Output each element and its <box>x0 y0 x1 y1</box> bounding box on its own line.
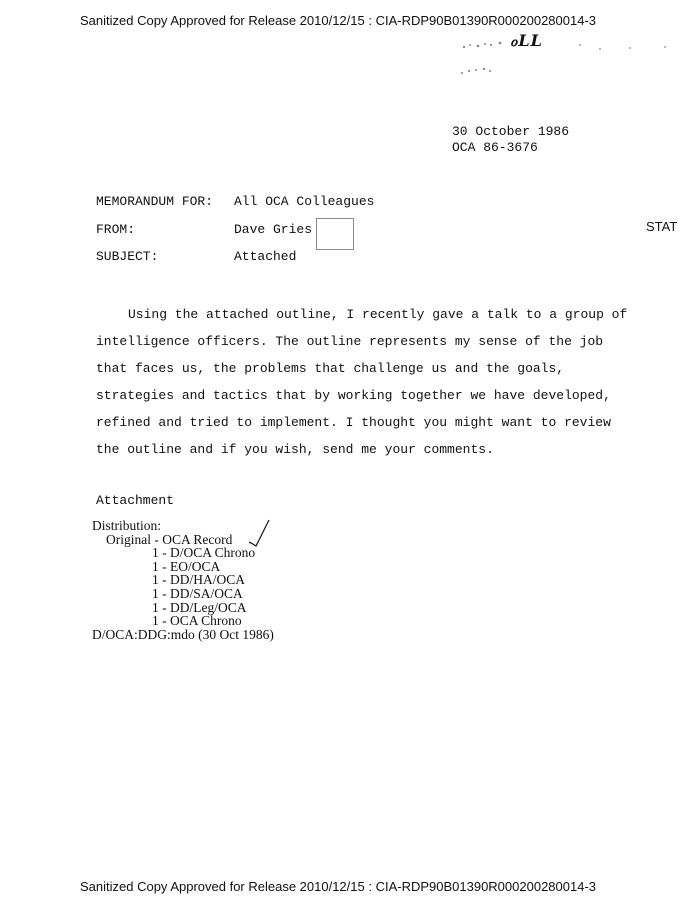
handwritten-initials: ℴLL <box>510 31 543 50</box>
distribution-copy: 1 - DD/HA/OCA <box>152 572 245 588</box>
from-label: FROM: <box>96 222 136 237</box>
memo-body-paragraph: Using the attached outline, I recently gave a talk to a group of intelligence officers. The outline represents my sense of the job that faces us, the problems that challenge us and the goals, strategies and tactics that by working together we have developed, refined and tried to implement. I thought you might want to review the outline and if you wish, send me your comments. <box>96 307 628 457</box>
distribution-copy: 1 - OCA Chrono <box>152 613 242 629</box>
stat-marker: STAT <box>646 219 678 234</box>
release-banner-top: Sanitized Copy Approved for Release 2010/12/15 : CIA-RDP90B01390R000200280014-3 <box>79 13 597 28</box>
memorandum-for-label: MEMORANDUM FOR: <box>96 194 214 209</box>
subject-label: SUBJECT: <box>96 249 159 264</box>
distribution-copy: 1 - D/OCA Chrono <box>152 545 256 561</box>
distribution-copy: 1 - DD/Leg/OCA <box>152 599 247 615</box>
from-value: Dave Gries <box>234 222 313 237</box>
handwritten-check-mark <box>247 518 271 548</box>
distribution-copy: 1 - EO/OCA <box>152 558 221 574</box>
distribution-title: Distribution: <box>92 518 162 533</box>
distribution-copy: 1 - DD/SA/OCA <box>152 585 243 601</box>
memo-body <box>96 301 636 463</box>
redaction-box <box>316 218 354 250</box>
memo-reference: OCA 86-3676 <box>452 140 538 155</box>
memo-date: 30 October 1986 <box>452 124 570 139</box>
memorandum-for-value: All OCA Colleagues <box>234 194 375 209</box>
release-banner-bottom: Sanitized Copy Approved for Release 2010/12/15 : CIA-RDP90B01390R000200280014-3 <box>79 879 597 894</box>
attachment-label: Attachment <box>96 493 175 508</box>
distribution-originator: D/OCA:DDG:mdo (30 Oct 1986) <box>92 626 274 642</box>
faint-stamp-marks <box>460 33 700 83</box>
subject-value: Attached <box>234 249 297 264</box>
distribution-original: Original - OCA Record <box>106 531 233 547</box>
